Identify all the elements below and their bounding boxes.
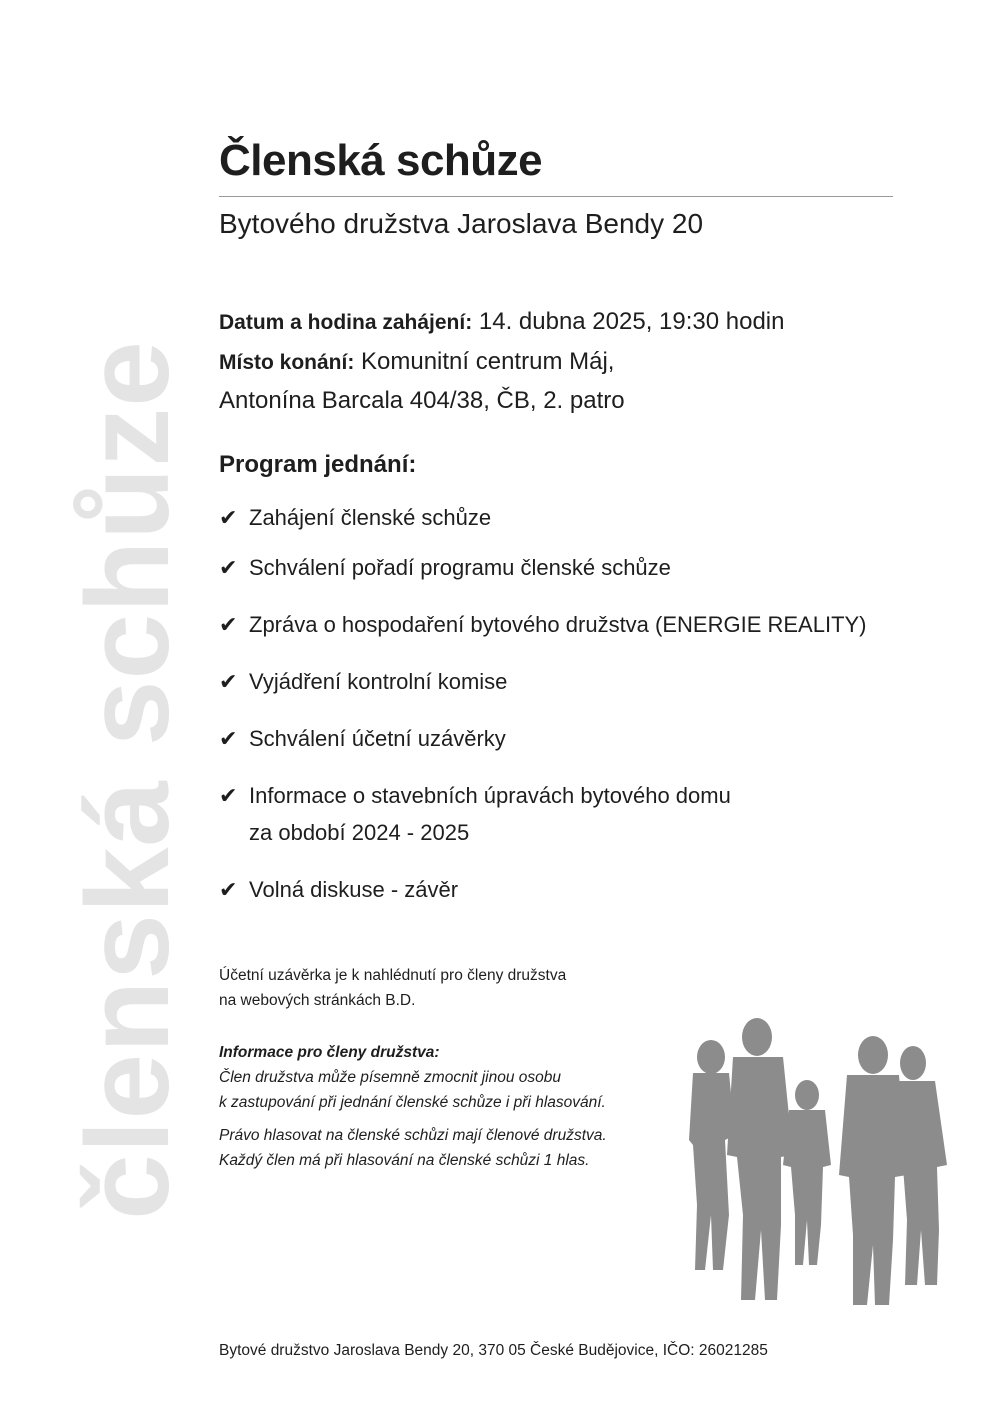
agenda-item [219, 663, 507, 700]
agenda-item [219, 871, 458, 908]
agenda-item-text: Schválení účetní uzávěrky [249, 726, 506, 751]
closing-note-line1: Účetní uzávěrka je k nahlédnutí pro členy družstva [219, 967, 567, 984]
meeting-place-value-line1: Komunitní centrum Máj, [354, 348, 615, 375]
agenda-item-continuation: za období 2024 - 2025 [249, 820, 470, 845]
agenda-item-text: Zahájení členské schůze [249, 505, 492, 530]
program-heading: Program jednání: [219, 451, 417, 478]
page-title: Členská schůze [219, 136, 543, 185]
closing-note-line2: na webových stránkách B.D. [219, 992, 416, 1009]
meeting-date-value: 14. dubna 2025, 19:30 hodin [472, 308, 785, 335]
voting-info [219, 1123, 607, 1173]
meeting-place-value-line2: Antonína Barcala 404/38, ČB, 2. patro [219, 387, 625, 414]
agenda-item-text: Volná diskuse - závěr [249, 877, 459, 902]
people-silhouettes-image [685, 1015, 955, 1310]
meeting-place-label: Místo konání: [219, 351, 355, 374]
agenda-item [219, 499, 491, 536]
agenda-item [219, 606, 867, 643]
check-icon: ✔ [219, 505, 238, 530]
footer-address: Bytové družstvo Jaroslava Bendy 20, 370 05 České Budějovice, IČO: 26021285 [219, 1342, 768, 1359]
title-divider [219, 196, 893, 197]
page-subtitle: Bytového družstva Jaroslava Bendy 20 [219, 208, 704, 239]
agenda-item [219, 720, 506, 757]
person-silhouette [897, 1046, 947, 1285]
person-silhouette [727, 1018, 793, 1300]
agenda-item [219, 549, 671, 586]
voting-info-line1: Právo hlasovat na členské schůzi mají členové družstva. [219, 1127, 607, 1144]
voting-info-line2: Každý člen má při hlasování na členské schůzi 1 hlas. [219, 1152, 590, 1169]
check-icon: ✔ [219, 555, 238, 580]
agenda-item-text: Zpráva o hospodaření bytového družstva (ENERGIE REALITY) [249, 612, 867, 637]
agenda-item-text: Vyjádření kontrolní komise [249, 669, 508, 694]
member-info [219, 1040, 606, 1115]
person-silhouette [783, 1080, 831, 1265]
agenda-item [219, 777, 731, 851]
check-icon: ✔ [219, 669, 238, 694]
vertical-watermark-title: členská schůze [62, 340, 194, 1220]
meeting-place [219, 343, 625, 420]
check-icon: ✔ [219, 783, 238, 808]
agenda-item-text: Schválení pořadí programu členské schůze [249, 555, 671, 580]
check-icon: ✔ [219, 877, 238, 902]
member-info-line1: Člen družstva může písemně zmocnit jinou osobu [219, 1069, 562, 1086]
closing-note [219, 963, 566, 1013]
check-icon: ✔ [219, 726, 238, 751]
agenda-item-text: Informace o stavebních úpravách bytového domu [249, 783, 731, 808]
member-info-heading: Informace pro členy družstva: [219, 1044, 440, 1061]
meeting-date-label: Datum a hodina zahájení: [219, 311, 473, 334]
check-icon: ✔ [219, 612, 238, 637]
meeting-date [219, 303, 784, 342]
member-info-line2: k zastupování při jednání členské schůze i při hlasování. [219, 1094, 606, 1111]
person-silhouette [839, 1036, 907, 1305]
